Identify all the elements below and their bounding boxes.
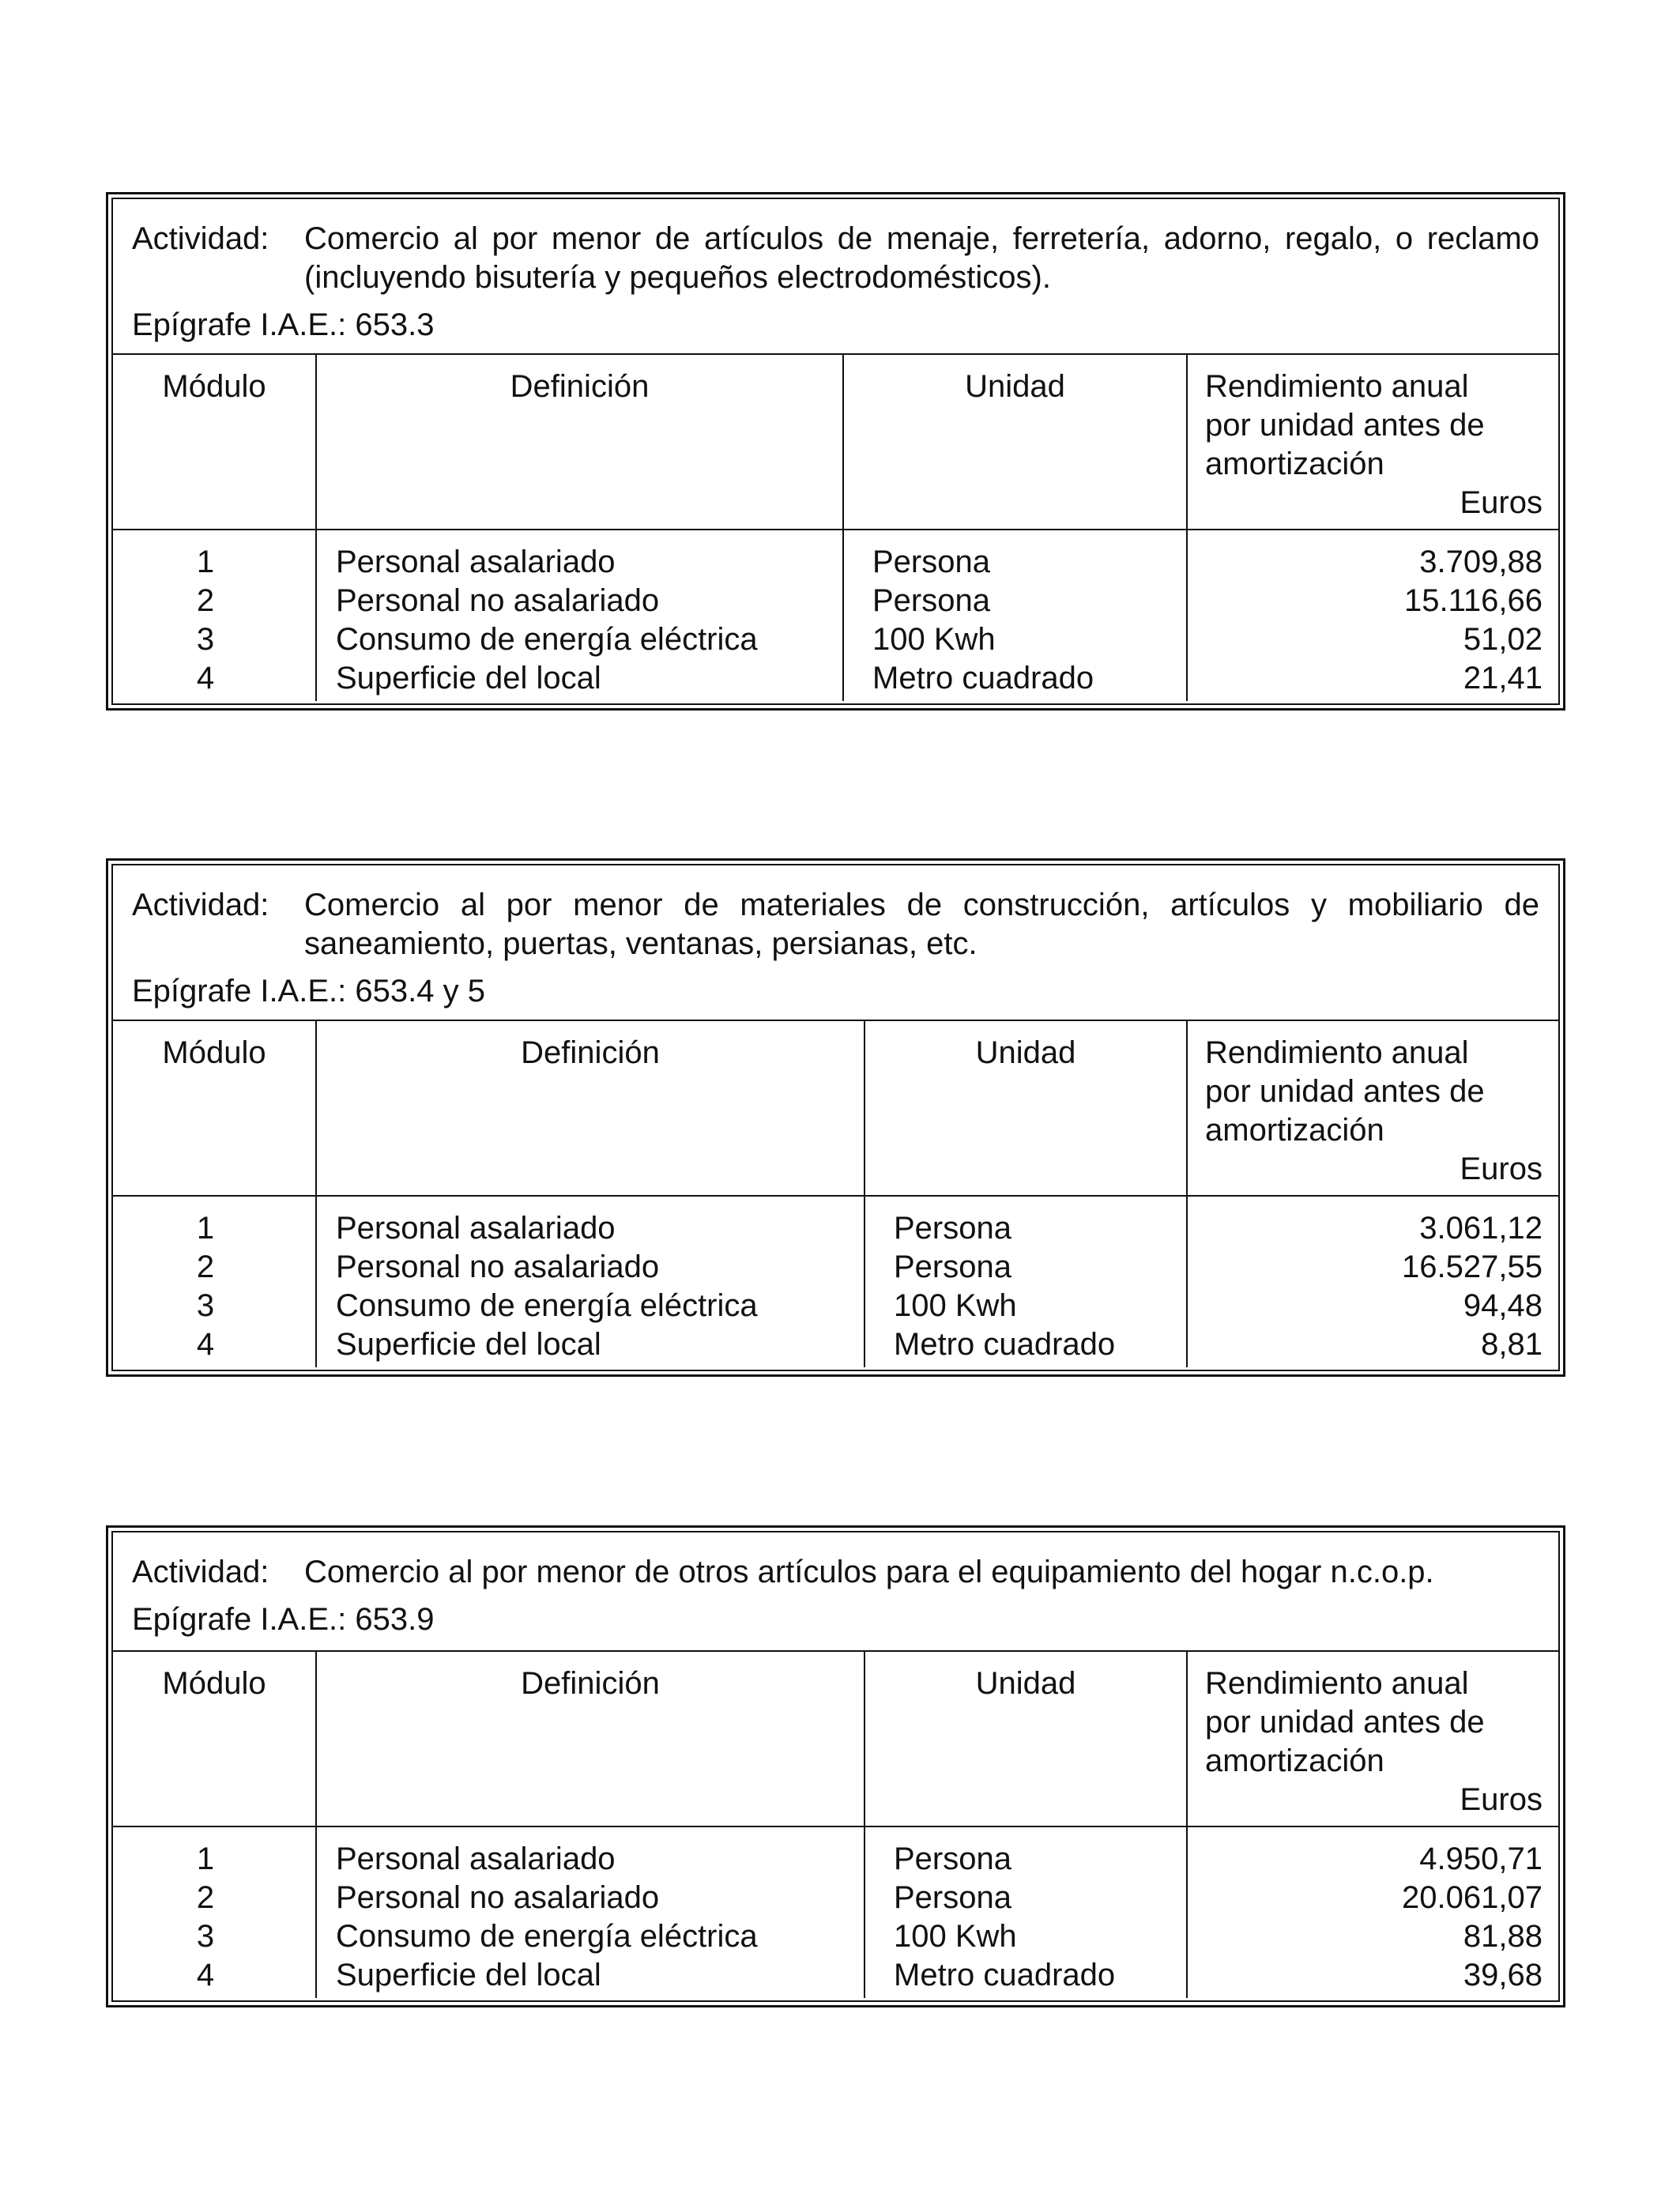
table-body-row — [113, 1826, 1558, 1998]
actividad-label: Actividad: — [132, 888, 269, 922]
module-table-frame — [111, 1531, 1560, 2002]
activity-header — [113, 1532, 1558, 1650]
modulo-list: 1 2 3 4 — [113, 1196, 316, 1367]
module-table-frame — [111, 864, 1560, 1371]
table-body-row — [113, 1196, 1558, 1367]
module-table-frame — [111, 198, 1560, 705]
activity-header — [113, 865, 1558, 1020]
epigrafe: Epígrafe I.A.E.: 653.9 — [132, 1602, 435, 1637]
col-definicion: Definición — [316, 1651, 864, 1826]
col-rendimiento: Rendimiento anual por unidad antes de amortización Euros — [1187, 1020, 1558, 1196]
col-modulo: Módulo — [113, 1020, 316, 1196]
euros-label: Euros — [1460, 1782, 1543, 1817]
actividad-text: Comercio al por menor de artículos de menaje, ferretería, adorno, regalo, o reclamo (incluyendo bisutería y pequeños electrodomésticos). — [304, 221, 1539, 295]
definicion-list: Personal asalariado Personal no asalariado Consumo de energía eléctrica Superficie del local — [316, 1196, 864, 1367]
modulo-list: 1 2 3 4 — [113, 1826, 316, 1998]
actividad-label: Actividad: — [132, 1555, 269, 1589]
modules-table — [113, 353, 1558, 701]
modulo-list: 1 2 3 4 — [113, 530, 316, 701]
actividad-text: Comercio al por menor de materiales de construcción, artículos y mobiliario de saneamiento, puertas, ventanas, persianas, etc. — [304, 888, 1539, 961]
actividad-text: Comercio al por menor de otros artículos para el equipamiento del hogar n.c.o.p. — [304, 1555, 1434, 1589]
euros-label: Euros — [1460, 485, 1543, 520]
col-unidad: Unidad — [843, 354, 1187, 530]
modules-table — [113, 1020, 1558, 1367]
table-header-row — [113, 354, 1558, 530]
col-rendimiento: Rendimiento anual por unidad antes de amortización Euros — [1187, 354, 1558, 530]
col-definicion: Definición — [316, 1020, 864, 1196]
valor-list: 3.709,88 15.116,66 51,02 21,41 — [1187, 530, 1558, 701]
col-modulo: Módulo — [113, 1651, 316, 1826]
epigrafe: Epígrafe I.A.E.: 653.3 — [132, 307, 435, 342]
epigrafe: Epígrafe I.A.E.: 653.4 y 5 — [132, 974, 485, 1008]
module-table-653-3 — [106, 192, 1565, 711]
epigrafe-value: 653.9 — [355, 1602, 435, 1637]
col-unidad: Unidad — [864, 1651, 1187, 1826]
epigrafe-value: 653.3 — [355, 307, 435, 342]
module-table-653-9 — [106, 1525, 1565, 2007]
actividad-label: Actividad: — [132, 221, 269, 256]
col-definicion: Definición — [316, 354, 843, 530]
activity-header — [113, 199, 1558, 353]
modules-table — [113, 1650, 1558, 1998]
table-header-row — [113, 1020, 1558, 1196]
col-rendimiento: Rendimiento anual por unidad antes de amortización Euros — [1187, 1651, 1558, 1826]
valor-list: 4.950,71 20.061,07 81,88 39,68 — [1187, 1826, 1558, 1998]
module-table-653-4-5 — [106, 858, 1565, 1377]
definicion-list: Personal asalariado Personal no asalariado Consumo de energía eléctrica Superficie del local — [316, 530, 843, 701]
unidad-list: Persona Persona 100 Kwh Metro cuadrado — [864, 1196, 1187, 1367]
col-unidad: Unidad — [864, 1020, 1187, 1196]
epigrafe-value: 653.4 y 5 — [355, 974, 485, 1008]
unidad-list: Persona Persona 100 Kwh Metro cuadrado — [843, 530, 1187, 701]
table-body-row — [113, 530, 1558, 701]
valor-list: 3.061,12 16.527,55 94,48 8,81 — [1187, 1196, 1558, 1367]
unidad-list: Persona Persona 100 Kwh Metro cuadrado — [864, 1826, 1187, 1998]
col-modulo: Módulo — [113, 354, 316, 530]
table-header-row — [113, 1651, 1558, 1826]
euros-label: Euros — [1460, 1152, 1543, 1186]
definicion-list: Personal asalariado Personal no asalariado Consumo de energía eléctrica Superficie del local — [316, 1826, 864, 1998]
